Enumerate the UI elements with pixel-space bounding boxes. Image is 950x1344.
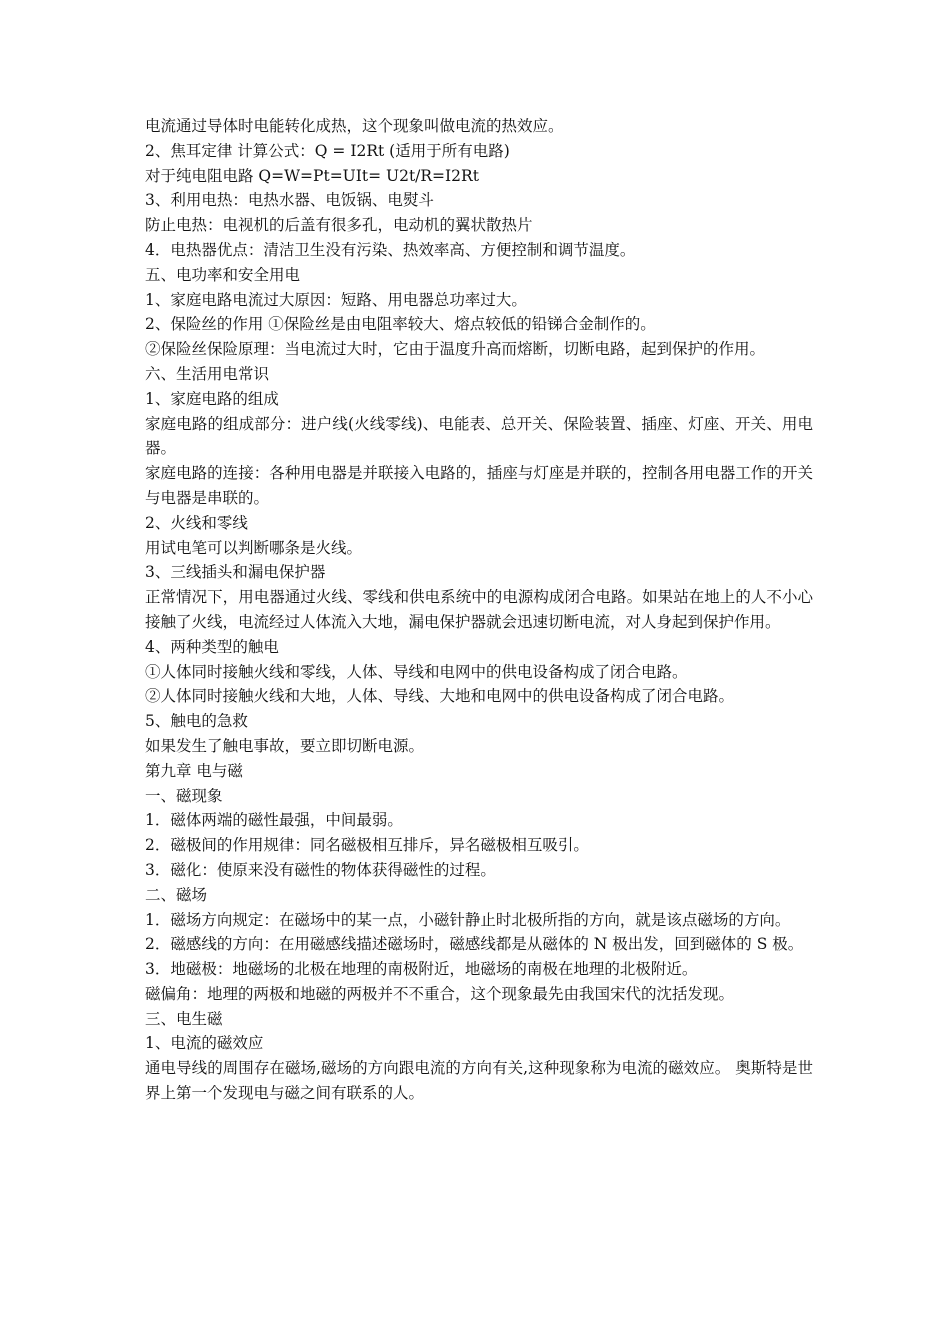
- text-line: 防止电热：电视机的后盖有很多孔，电动机的翼状散热片: [145, 216, 533, 235]
- text-line: 磁偏角：地理的两极和地磁的两极并不不重合，这个现象最先由我国宋代的沈括发现。: [145, 984, 735, 1003]
- text-paragraph: 2．磁感线的方向：在用磁感线描述磁场时，磁感线都是从磁体的 N 极出发，回到磁体的 S 极。: [145, 935, 804, 954]
- text-line: 2、保险丝的作用 ①保险丝是由电阻率较大、熔点较低的铅锑合金制作的。: [145, 315, 656, 334]
- section-heading: 三、电生磁: [145, 1009, 223, 1028]
- section-heading: 五、电功率和安全用电: [145, 265, 301, 284]
- subsection-heading: 4、两种类型的触电: [145, 637, 279, 656]
- subsection-heading: 5、触电的急救: [145, 712, 248, 731]
- section-heading: 六、生活用电常识: [145, 364, 270, 383]
- text-line: 3、利用电热：电热水器、电饭锅、电熨斗: [145, 191, 434, 210]
- text-line: 1、家庭电路电流过大原因：短路、用电器总功率过大。: [145, 290, 527, 309]
- text-line: 2．磁极间的作用规律：同名磁极相互排斥，异名磁极相互吸引。: [145, 836, 589, 855]
- text-line: 1．磁体两端的磁性最强，中间最弱。: [145, 811, 403, 830]
- text-line: 3．地磁极：地磁场的北极在地理的南极附近，地磁场的南极在地理的北极附近。: [145, 960, 698, 979]
- text-line: 用试电笔可以判断哪条是火线。: [145, 538, 363, 557]
- section-heading: 一、磁现象: [145, 786, 223, 805]
- text-paragraph: 1．磁场方向规定：在磁场中的某一点，小磁针静止时北极所指的方向，就是该点磁场的方向。: [145, 910, 791, 929]
- text-line: ②保险丝保险原理：当电流过大时，它由于温度升高而熔断，切断电路，起到保护的作用。: [145, 340, 766, 359]
- document-body: [145, 114, 813, 1106]
- chapter-heading: 第九章 电与磁: [145, 761, 243, 780]
- text-paragraph: 通电导线的周围存在磁场,磁场的方向跟电流的方向有关,这种现象称为电流的磁效应。 奥斯特是世界上第一个发现电与磁之间有联系的人。: [145, 1059, 813, 1103]
- section-heading: 二、磁场: [145, 885, 208, 904]
- text-line: ①人体同时接触火线和零线，人体、导线和电网中的供电设备构成了闭合电路。: [145, 662, 688, 681]
- subsection-heading: 1、家庭电路的组成: [145, 389, 279, 408]
- text-line: ②人体同时接触火线和大地，人体、导线、大地和电网中的供电设备构成了闭合电路。: [145, 687, 735, 706]
- subsection-heading: 3、三线插头和漏电保护器: [145, 563, 326, 582]
- subsection-heading: 1、电流的磁效应: [145, 1034, 264, 1053]
- text-line: 如果发生了触电事故，要立即切断电源。: [145, 736, 425, 755]
- text-line: 对于纯电阻电路 Q=W=Pt=UIt= U2t/R=I2Rt: [145, 166, 479, 185]
- text-paragraph: 正常情况下，用电器通过火线、零线和供电系统中的电源构成闭合电路。如果站在地上的人不小心接触了火线，电流经过人体流入大地，漏电保护器就会迅速切断电流，对人身起到保护作用。: [145, 588, 813, 631]
- text-paragraph: 家庭电路的组成部分：进户线(火线零线)、电能表、总开关、保险装置、插座、灯座、开关、用电器。: [145, 414, 813, 458]
- text-line: 3．磁化：使原来没有磁性的物体获得磁性的过程。: [145, 860, 496, 879]
- subsection-heading: 2、火线和零线: [145, 513, 248, 532]
- text-line: 2、焦耳定律 计算公式：Q = I2Rt (适用于所有电路): [145, 141, 510, 160]
- text-line: 电流通过导体时电能转化成热，这个现象叫做电流的热效应。: [145, 117, 564, 135]
- text-line: 4．电热器优点：清洁卫生没有污染、热效率高、方便控制和调节温度。: [145, 240, 636, 259]
- text-paragraph: 家庭电路的连接：各种用电器是并联接入电路的，插座与灯座是并联的，控制各用电器工作的开关与电器是串联的。: [145, 464, 813, 507]
